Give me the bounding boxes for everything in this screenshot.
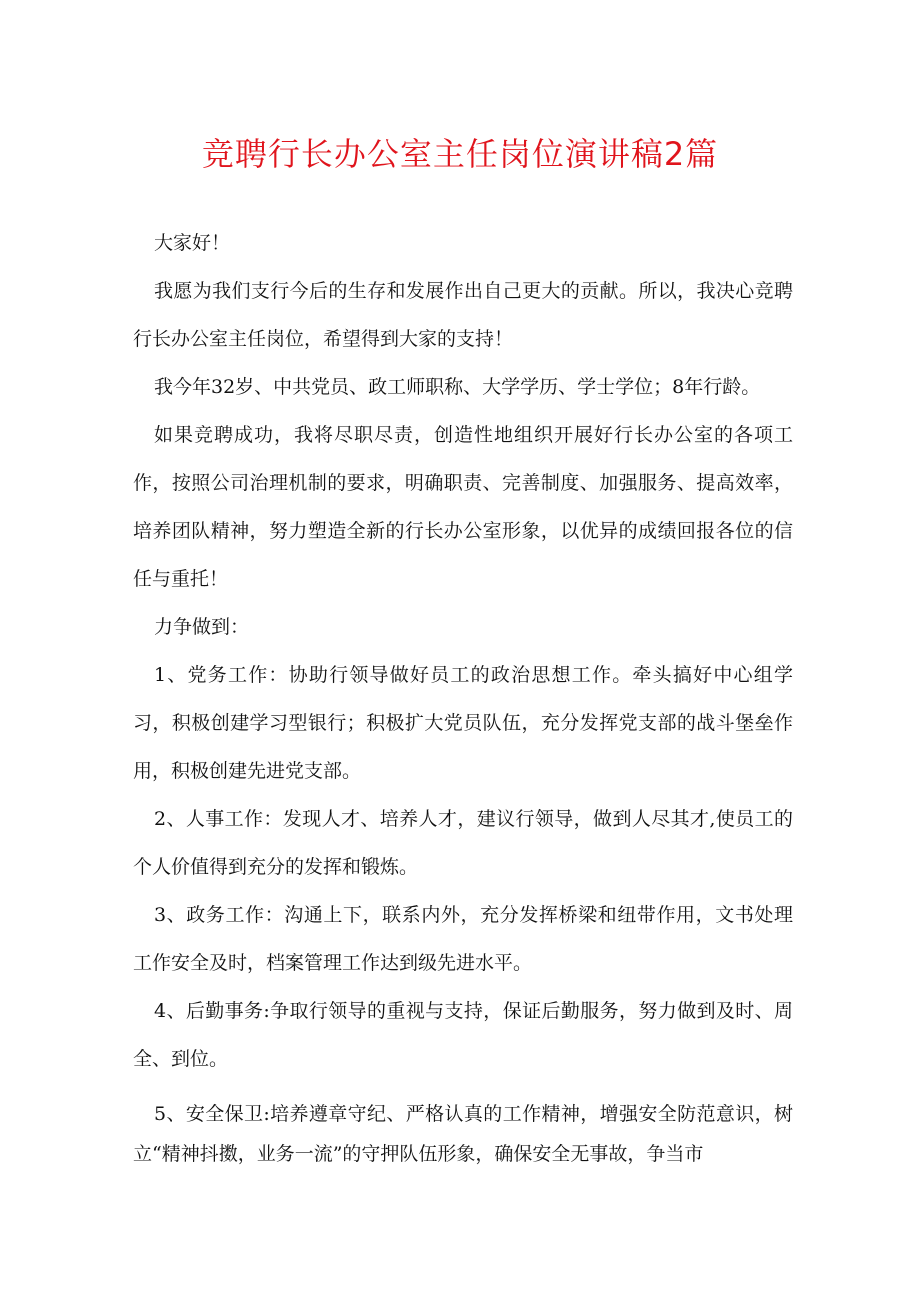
paragraph-item-party-affairs: 1、党务工作：协助行领导做好员工的政治思想工作。牵头搞好中心组学习，积极创建学习型银行；积极扩大党员队伍，充分发挥党支部的战斗堡垒作用，积极创建先进党支部。 (133, 664, 793, 782)
paragraph-greeting: 大家好！ (154, 232, 231, 254)
paragraph-item-security: 5、安全保卫:培养遵章守纪、严格认真的工作精神，增强安全防范意识，树立“精神抖擞，业务一流”的守押队伍形象，确保安全无事故，争当市 (133, 1103, 793, 1165)
document-title: 竞聘行长办公室主任岗位演讲稿2篇 (201, 135, 719, 173)
paragraph-profile: 我今年32岁、中共党员、政工师职称、大学学历、学士学位；8年行龄。 (154, 376, 761, 398)
paragraph-commitment: 如果竞聘成功，我将尽职尽责，创造性地组织开展好行长办公室的各项工作，按照公司治理机制的要求，明确职责、完善制度、加强服务、提高效率，培养团队精神，努力塑造全新的行长办公室形象，以优异的成绩回报各位的信任与重托！ (133, 424, 793, 590)
paragraph-item-logistics: 4、后勤事务:争取行领导的重视与支持，保证后勤服务，努力做到及时、周全、到位。 (133, 1000, 793, 1070)
paragraph-intent: 我愿为我们支行今后的生存和发展作出自己更大的贡献。所以，我决心竞聘行长办公室主任岗位，希望得到大家的支持！ (133, 280, 793, 350)
paragraph-goals-heading: 力争做到： (154, 616, 250, 638)
paragraph-item-personnel: 2、人事工作：发现人才、培养人才，建议行领导，做到人尽其才,使员工的个人价值得到充分的发挥和锻炼。 (133, 808, 793, 878)
paragraph-item-government-affairs: 3、政务工作：沟通上下，联系内外，充分发挥桥梁和纽带作用，文书处理工作安全及时，档案管理工作达到级先进水平。 (133, 904, 793, 974)
